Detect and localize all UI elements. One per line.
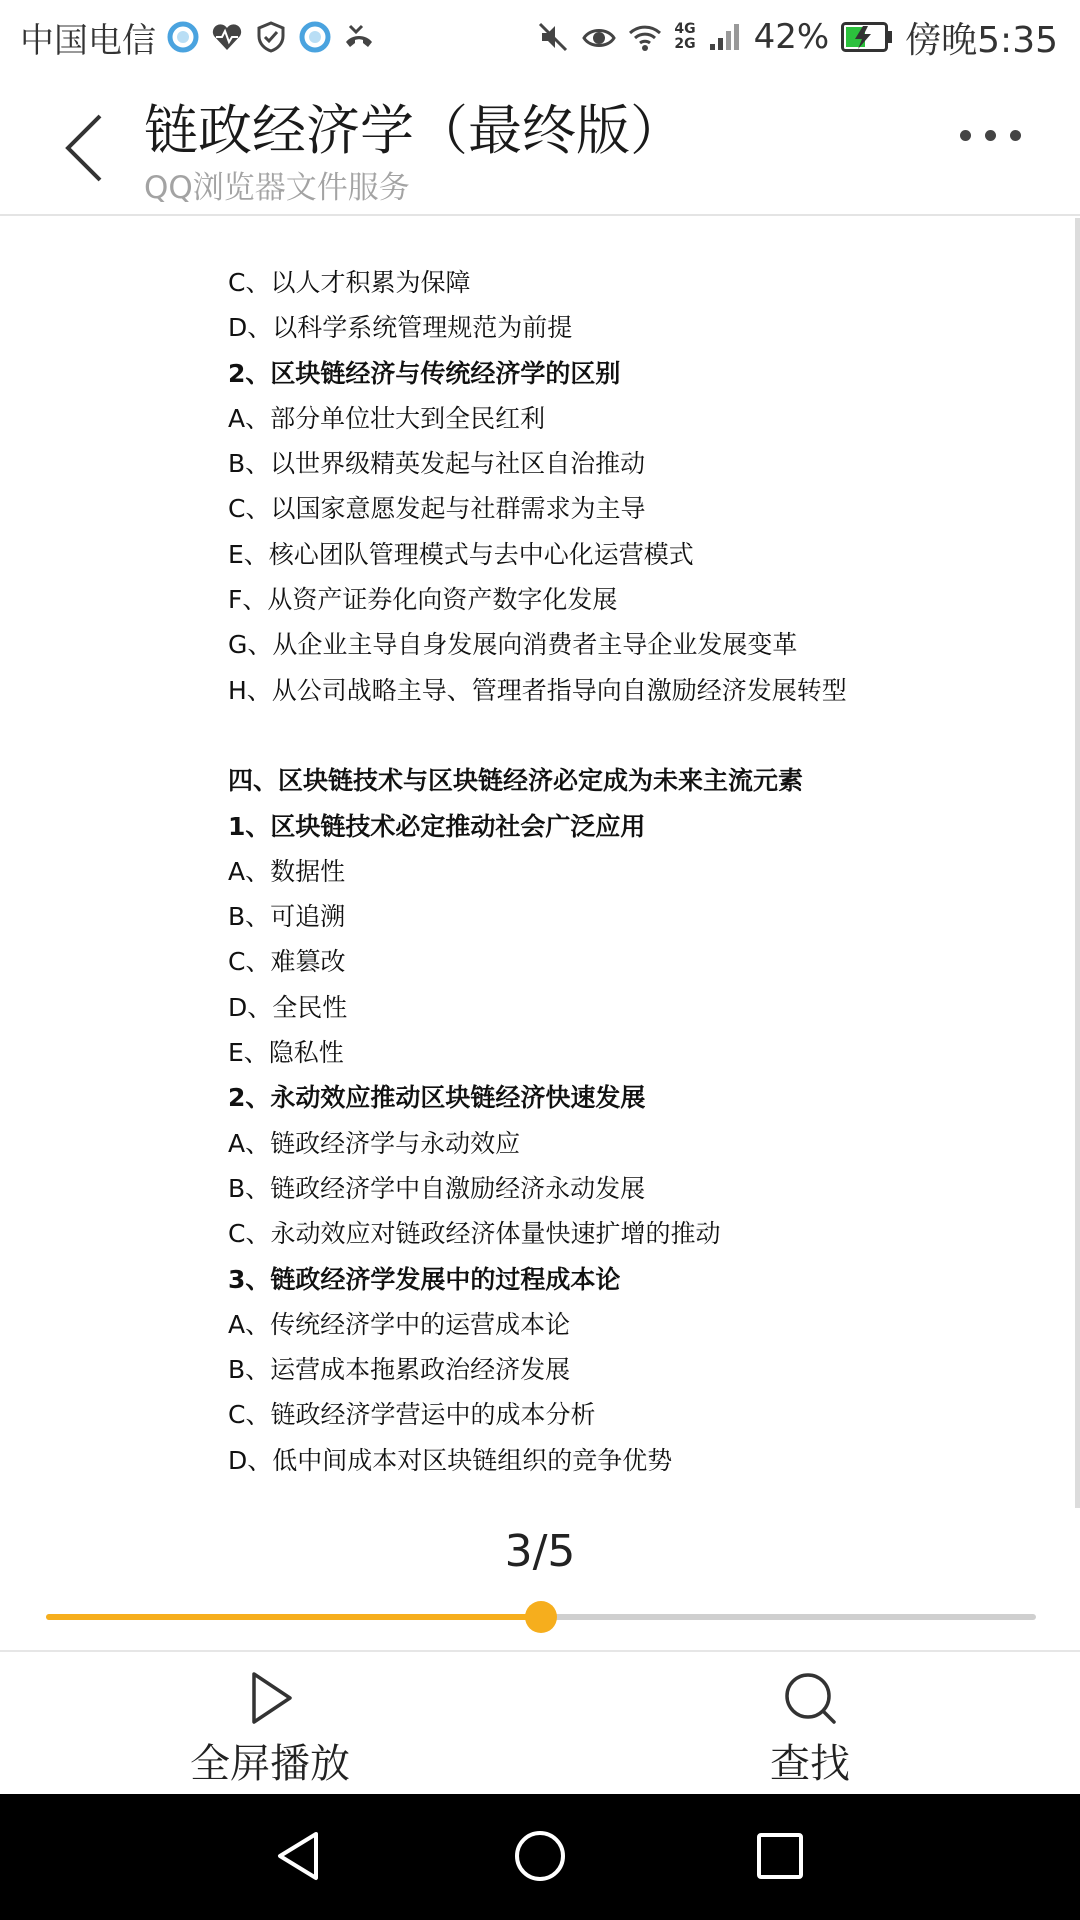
signal-icon	[708, 20, 742, 54]
document-text-line: B、运营成本拖累政治经济发展	[228, 1355, 571, 1385]
document-text-line: C、链政经济学营运中的成本分析	[228, 1400, 596, 1430]
document-text-line: A、数据性	[228, 856, 346, 886]
document-text-line: B、链政经济学中自激励经济永动发展	[228, 1173, 646, 1203]
document-text-line: E、隐私性	[228, 1038, 344, 1068]
document-heading-line: 3、链政经济学发展中的过程成本论	[228, 1264, 621, 1294]
navigation-bar	[0, 1794, 1080, 1920]
fullscreen-play-button[interactable]	[140, 1662, 400, 1792]
document-viewer[interactable]	[0, 218, 1080, 1508]
document-text-line: C、难篡改	[228, 947, 346, 977]
status-right	[536, 12, 1058, 62]
back-button[interactable]	[56, 110, 116, 186]
document-text-line: E、核心团队管理模式与去中心化运营模式	[228, 539, 694, 569]
document-heading-line: 四、区块链技术与区块链经济必定成为未来主流元素	[228, 766, 804, 796]
missed-call-icon	[342, 20, 376, 54]
document-heading-line: 2、区块链经济与传统经济学的区别	[228, 358, 621, 388]
blank-line	[228, 713, 1048, 758]
document-text-line: B、可追溯	[228, 902, 346, 932]
wifi-icon	[628, 20, 662, 54]
nav-recent-apps-button[interactable]	[750, 1826, 810, 1886]
document-text-line: D、全民性	[228, 992, 348, 1022]
document-text-line: C、以国家意愿发起与社群需求为主导	[228, 494, 646, 524]
battery-charging-icon	[841, 22, 893, 52]
document-text-line: A、传统经济学中的运营成本论	[228, 1309, 571, 1339]
document-text-line: A、链政经济学与永动效应	[228, 1128, 521, 1158]
document-text-line: G、从企业主导自身发展向消费者主导企业发展变革	[228, 630, 798, 660]
shield-icon	[254, 20, 288, 54]
status-bar	[0, 0, 1080, 74]
bottom-toolbar	[0, 1650, 1080, 1794]
document-text-line: B、以世界级精英发起与社区自治推动	[228, 449, 646, 479]
document-source: QQ浏览器文件服务	[144, 170, 410, 206]
carrier-name: 中国电信	[20, 20, 156, 61]
page-indicator: 3/5	[504, 1526, 576, 1577]
document-text-line: D、以科学系统管理规范为前提	[228, 313, 573, 343]
more-dots-icon	[1010, 130, 1021, 141]
document-text-line: C、永动效应对链政经济体量快速扩增的推动	[228, 1219, 721, 1249]
document-heading-line: 1、区块链技术必定推动社会广泛应用	[228, 811, 646, 841]
document-heading-line: 2、永动效应推动区块链经济快速发展	[228, 1083, 646, 1113]
document-text-line: H、从公司战略主导、管理者指导向自激励经济发展转型	[228, 675, 847, 705]
nav-home-button[interactable]	[510, 1826, 570, 1886]
page-slider[interactable]	[46, 1614, 1036, 1620]
document-text-line: D、低中间成本对区块链组织的竞争优势	[228, 1445, 673, 1475]
document-text-line: F、从资产证券化向资产数字化发展	[228, 585, 618, 615]
more-dots-icon	[985, 130, 996, 141]
more-dots-icon	[960, 130, 971, 141]
document-content	[228, 260, 1048, 1483]
eye-comfort-icon	[582, 20, 616, 54]
status-left	[20, 12, 376, 62]
more-options-button[interactable]	[960, 130, 1032, 141]
document-header	[0, 74, 1080, 216]
health-icon	[210, 20, 244, 54]
scrollbar[interactable]	[1075, 218, 1080, 1508]
mute-icon	[536, 20, 570, 54]
nav-back-button[interactable]	[270, 1826, 330, 1886]
search-label: 查找	[770, 1741, 850, 1787]
clock: 傍晚5:35	[905, 19, 1058, 61]
document-title: 链政经济学（最终版）	[144, 99, 684, 162]
network-type-top: 4G	[674, 21, 696, 37]
search-icon	[780, 1668, 840, 1728]
network-type-bottom: 2G	[674, 36, 696, 52]
browser-notification-icon-2	[298, 20, 332, 54]
fullscreen-play-label: 全屏播放	[190, 1741, 350, 1787]
search-button[interactable]	[680, 1662, 940, 1792]
slider-fill	[46, 1614, 541, 1620]
play-icon	[240, 1668, 300, 1728]
battery-percent: 42%	[753, 17, 830, 57]
slider-thumb[interactable]	[525, 1601, 557, 1633]
document-text-line: C、以人才积累为保障	[228, 268, 471, 297]
network-type	[674, 22, 695, 52]
document-text-line: A、部分单位壮大到全民红利	[228, 403, 546, 433]
browser-notification-icon	[166, 20, 200, 54]
